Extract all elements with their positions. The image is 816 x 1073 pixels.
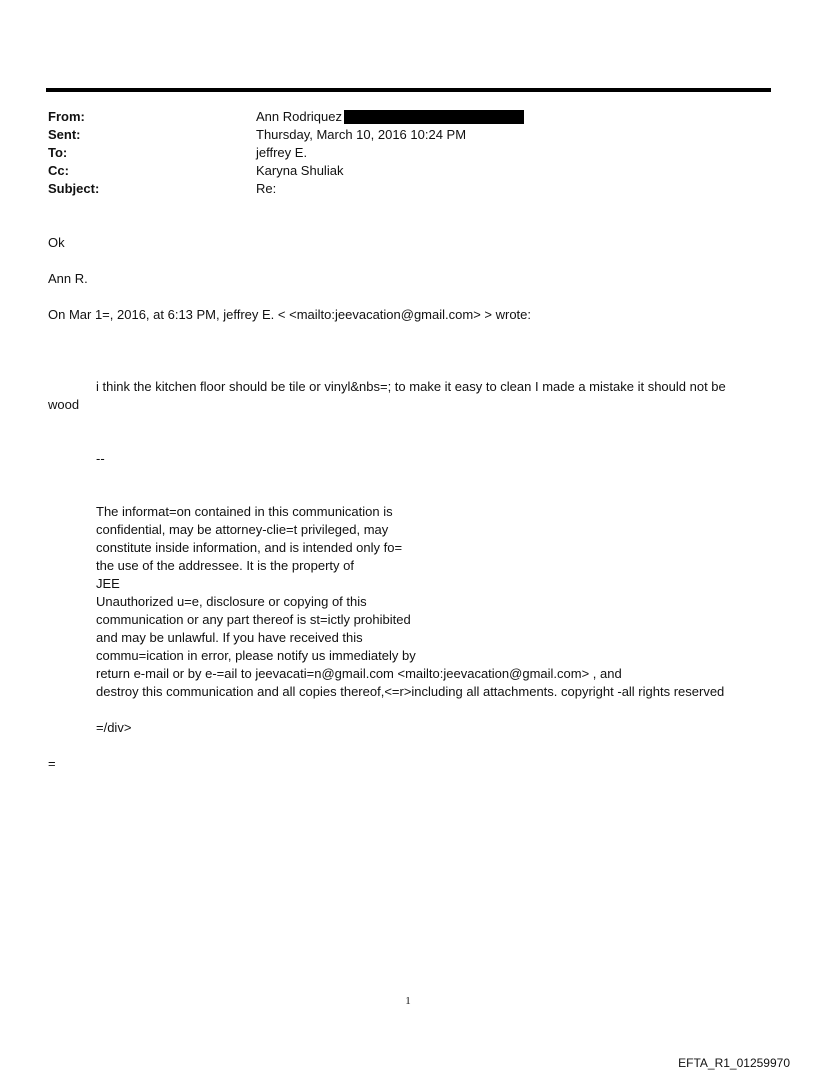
quote-intro: On Mar 1=, 2016, at 6:13 PM, jeffrey E. < <mailto:jeevacation@gmail.com> > wrote:	[48, 307, 531, 322]
to-value: jeffrey E.	[256, 145, 308, 160]
disclaimer-line: confidential, may be attorney-clie=t privileged, may	[96, 522, 389, 537]
email-header	[48, 108, 524, 198]
sent-value: Thursday, March 10, 2016 10:24 PM	[256, 127, 467, 142]
disclaimer-line: JEE	[96, 576, 120, 591]
disclaimer-line: constitute inside information, and is intended only fo=	[96, 540, 403, 555]
disclaimer-line: commu=ication in error, please notify us immediately by	[96, 648, 416, 663]
quote-line-2: wood	[48, 397, 80, 412]
redaction-bar	[344, 110, 524, 124]
from-label: From:	[48, 109, 85, 124]
sent-row	[48, 126, 524, 144]
to-label: To:	[48, 145, 68, 160]
cc-value: Karyna Shuliak	[256, 163, 344, 178]
from-value	[256, 108, 524, 126]
disclaimer-line: communication or any part thereof is st=ictly prohibited	[96, 612, 411, 627]
signature-separator: --	[96, 451, 105, 466]
from-row	[48, 108, 524, 126]
confidentiality-disclaimer	[96, 503, 724, 701]
body-signature: Ann R.	[48, 271, 88, 286]
from-name: Ann Rodriquez	[256, 109, 342, 124]
cc-label: Cc:	[48, 163, 69, 178]
disclaimer-line: the use of the addressee. It is the property of	[96, 558, 354, 573]
disclaimer-line: The informat=on contained in this communication is	[96, 504, 393, 519]
disclaimer-line: destroy this communication and all copies thereof,<=r>including all attachments. copyright -all rights reserved	[96, 684, 725, 699]
subject-row	[48, 180, 524, 198]
disclaimer-line: return e-mail or by e-=ail to jeevacati=n@gmail.com <mailto:jeevacation@gmail.com> , and	[96, 666, 622, 681]
header-rule	[46, 88, 771, 92]
subject-value: Re:	[256, 181, 277, 196]
closing-div-text: =/div>	[96, 720, 132, 735]
subject-label: Subject:	[48, 181, 100, 196]
page-number: 1	[405, 995, 411, 1007]
disclaimer-line: Unauthorized u=e, disclosure or copying of this	[96, 594, 367, 609]
to-row	[48, 144, 524, 162]
cc-row	[48, 162, 524, 180]
disclaimer-line: and may be unlawful. If you have received this	[96, 630, 363, 645]
quote-line-1: i think the kitchen floor should be tile or vinyl&nbs=; to make it easy to clean I made a mistake it should not be	[96, 379, 726, 394]
sent-label: Sent:	[48, 127, 81, 142]
document-id: EFTA_R1_01259970	[678, 1056, 790, 1070]
body-ok: Ok	[48, 235, 65, 250]
trailing-equals: =	[48, 756, 56, 771]
